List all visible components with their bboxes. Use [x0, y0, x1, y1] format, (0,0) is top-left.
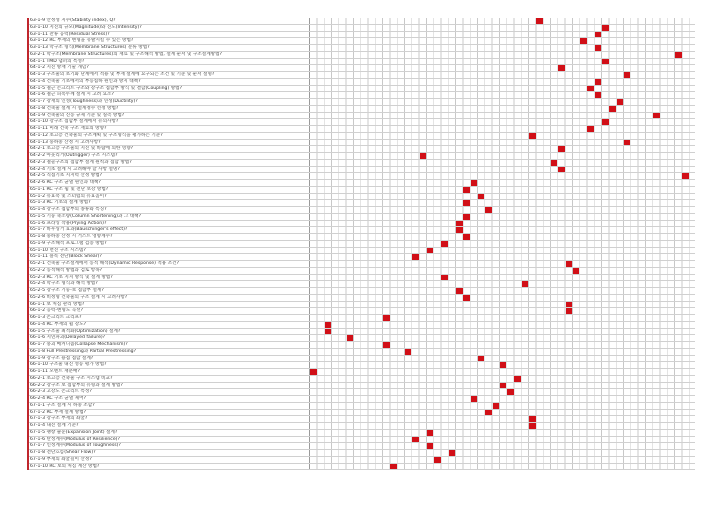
row-grid: [310, 396, 695, 402]
row-grid: [310, 113, 695, 119]
row-grid: [310, 59, 695, 65]
table-row: [29, 369, 695, 376]
row-grid: [310, 342, 695, 348]
table-row: [29, 126, 695, 133]
marked-cell: [427, 430, 434, 436]
marked-cell: [412, 437, 419, 443]
table-row: [29, 180, 695, 187]
row-label: 64-1-2 지진 방재 기술 개념?: [29, 65, 310, 71]
table-row: [29, 86, 695, 93]
row-label: 67-1-9 부재의 좌굴길이 산정?: [29, 457, 310, 463]
row-grid: [310, 241, 695, 247]
marked-cell: [471, 180, 478, 186]
table-row: [29, 160, 695, 167]
marked-cell: [325, 329, 332, 335]
row-label: 65-2-5 강구조 기둥-보 접합부 설계?: [29, 288, 310, 294]
marked-cell: [558, 167, 565, 173]
marked-cell: [347, 335, 354, 341]
marked-cell: [441, 241, 448, 247]
marked-cell: [624, 140, 631, 146]
table-row: [29, 32, 695, 39]
marked-cell: [456, 227, 463, 233]
row-grid: [310, 288, 695, 294]
marked-cell: [427, 248, 434, 254]
row-grid: [310, 140, 695, 146]
row-grid: [310, 410, 695, 416]
row-grid: [310, 430, 695, 436]
marked-cell: [529, 423, 536, 429]
table-row: [29, 315, 695, 322]
row-grid: [310, 281, 695, 287]
table-row: [29, 335, 695, 342]
table-row: [29, 92, 695, 99]
row-grid: [310, 72, 695, 78]
marked-cell: [566, 302, 573, 308]
row-label: 66-2-3 고강도 콘크리트 특성?: [29, 389, 310, 395]
marked-cell: [485, 207, 492, 213]
row-label: 66-1-7 붕괴 메커니즘(Collapse Mechanism)?: [29, 342, 310, 348]
row-label: 66-1-8 Full Prestressing과 Partial Prestressing?: [29, 349, 310, 355]
row-grid: [310, 416, 695, 422]
row-label: 63-1-9 안정성 지수(Stability index), Q?: [29, 18, 310, 24]
table-row: [29, 416, 695, 423]
marked-cell: [325, 322, 332, 328]
marked-cell: [675, 52, 682, 58]
table-row: [29, 423, 695, 430]
row-label: 64-1-9 건축물의 진동 규제 기준 및 실측 방법?: [29, 113, 310, 119]
checklist-sheet: [27, 18, 695, 470]
row-label: 65-1-10 면진 구조 시스템?: [29, 248, 310, 254]
row-label: 64-2-1 초고층 구조물의 지진 및 바람에 의한 영향?: [29, 146, 310, 152]
table-row: [29, 221, 695, 228]
marked-cell: [493, 403, 500, 409]
row-grid: [310, 167, 695, 173]
table-row: [29, 450, 695, 457]
table-row: [29, 65, 695, 72]
row-grid: [310, 194, 695, 200]
table-row: [29, 396, 695, 403]
table-row: [29, 173, 695, 180]
row-grid: [310, 180, 695, 186]
marked-cell: [471, 396, 478, 402]
table-row: [29, 194, 695, 201]
row-grid: [310, 275, 695, 281]
row-label: 64-2-5 직접기초 지지력 산정 방법?: [29, 173, 310, 179]
marked-cell: [456, 221, 463, 227]
table-row: [29, 295, 695, 302]
row-grid: [310, 214, 695, 220]
table-row: [29, 389, 695, 396]
table-row: [29, 140, 695, 147]
table-row: [29, 248, 695, 255]
marked-cell: [653, 113, 660, 119]
row-grid: [310, 221, 695, 227]
table-row: [29, 38, 695, 45]
row-grid: [310, 92, 695, 98]
table-row: [29, 443, 695, 450]
row-label: 65-1-7 바우싱거 효과(Bauschinger's effect)?: [29, 227, 310, 233]
table-row: [29, 234, 695, 241]
row-label: 65-2-4 막구조 형식과 해석 방법?: [29, 281, 310, 287]
marked-cell: [456, 288, 463, 294]
row-grid: [310, 261, 695, 267]
marked-cell: [587, 126, 594, 132]
table-row: [29, 25, 695, 32]
row-label: 67-1-6 탄성계수(Modulus of Resilience)?: [29, 437, 310, 443]
table-row: [29, 403, 695, 410]
row-label: 64-2-6 RC 구조 균열 원인과 대책?: [29, 180, 310, 186]
row-label: 65-1-1 RC 구조 휨 및 전단 보강 방법?: [29, 187, 310, 193]
row-grid: [310, 437, 695, 443]
table-row: [29, 376, 695, 383]
marked-cell: [624, 72, 631, 78]
table-row: [29, 288, 695, 295]
table-row: [29, 268, 695, 275]
table-row: [29, 99, 695, 106]
table-row: [29, 322, 695, 329]
marked-cell: [500, 383, 507, 389]
marked-cell: [478, 356, 485, 362]
marked-cell: [522, 281, 529, 287]
row-label: 67-1-5 팽창 줄눈(Expansion Joint) 설계?: [29, 430, 310, 436]
row-grid: [310, 423, 695, 429]
marked-cell: [500, 362, 507, 368]
table-row: [29, 106, 695, 113]
row-grid: [310, 322, 695, 328]
table-row: [29, 457, 695, 464]
row-label: 64-2-4 기초 설계 시 고려해야 할 사항 설명?: [29, 167, 310, 173]
row-grid: [310, 119, 695, 125]
row-grid: [310, 207, 695, 213]
row-label: 64-1-12 초고층 건축물의 구조계획 및 구조형식을 평가하는 기준?: [29, 133, 310, 139]
marked-cell: [514, 376, 521, 382]
row-grid: [310, 146, 695, 152]
marked-cell: [390, 464, 397, 470]
row-grid: [310, 160, 695, 166]
row-grid: [310, 450, 695, 456]
table-row: [29, 329, 695, 336]
row-label: 65-2-1 건축물 구조설계에서 동적 해석(Dynamic Response) 적용 조건?: [29, 261, 310, 267]
row-grid: [310, 133, 695, 139]
table-row: [29, 308, 695, 315]
row-label: 67-1-2 RC 부재 설계 방법?: [29, 410, 310, 416]
table-row: [29, 342, 695, 349]
row-label: 64-1-5 철근 콘크리트 구조와 강구조 접합부 방식 및 결합(Coupling) 방법?: [29, 86, 310, 92]
marked-cell: [595, 45, 602, 51]
row-label: 66-1-10 구조물 내진 성능 평가 방법?: [29, 362, 310, 368]
row-label: 65-1-8 풍하중 산정 시 거스트 영향계수?: [29, 234, 310, 240]
row-grid: [310, 308, 695, 314]
marked-cell: [412, 254, 419, 260]
row-label: 65-2-6 비정형 건축물의 구조 설계 시 고려사항?: [29, 295, 310, 301]
table-row: [29, 59, 695, 66]
row-label: 66-1-1 보 처짐 관리 방법?: [29, 302, 310, 308]
row-grid: [310, 153, 695, 159]
marked-cell: [434, 457, 441, 463]
row-label: 64-1-13 풍하중 산정 시 고려사항?: [29, 140, 310, 146]
table-row: [29, 133, 695, 140]
marked-cell: [587, 86, 594, 92]
row-grid: [310, 443, 695, 449]
row-label: 66-1-6 지연파괴(Delayed failure)?: [29, 335, 310, 341]
row-grid: [310, 52, 695, 58]
marked-cell: [573, 268, 580, 274]
row-grid: [310, 315, 695, 321]
row-grid: [310, 349, 695, 355]
row-grid: [310, 403, 695, 409]
marked-cell: [310, 369, 317, 375]
marked-cell: [617, 99, 624, 105]
table-row: [29, 227, 695, 234]
marked-cell: [602, 59, 609, 65]
row-grid: [310, 335, 695, 341]
table-row: [29, 72, 695, 79]
row-grid: [310, 362, 695, 368]
table-row: [29, 362, 695, 369]
row-label: 64-1-6 철근 피복두께 설계 시 고려 요소?: [29, 92, 310, 98]
row-label: 66-1-5 구조물 최적화(Optimization) 설계?: [29, 329, 310, 335]
row-grid: [310, 376, 695, 382]
table-row: [29, 437, 695, 444]
marked-cell: [485, 410, 492, 416]
marked-cell: [405, 349, 412, 355]
marked-cell: [463, 214, 470, 220]
row-label: 65-1-11 블록 전단(Block Shear)?: [29, 254, 310, 260]
row-label: 65-1-5 기둥 축소량(Column Shortening)과 그 대책?: [29, 214, 310, 220]
table-row: [29, 275, 695, 282]
table-row: [29, 167, 695, 174]
table-row: [29, 241, 695, 248]
row-grid: [310, 464, 695, 470]
table-row: [29, 207, 695, 214]
table-row: [29, 18, 695, 25]
table-row: [29, 356, 695, 363]
row-label: 66-1-3 콘크리트 크리프?: [29, 315, 310, 321]
table-row: [29, 261, 695, 268]
row-label: 63-1-13 막구조 형식(Membrane Structures) 분류 방법?: [29, 45, 310, 51]
table-row: [29, 79, 695, 86]
marked-cell: [682, 173, 689, 179]
table-row: [29, 430, 695, 437]
row-grid: [310, 389, 695, 395]
table-row: [29, 153, 695, 160]
row-label: 66-1-11 모멘트 재분배?: [29, 369, 310, 375]
marked-cell: [427, 443, 434, 449]
marked-cell: [602, 25, 609, 31]
marked-cell: [609, 106, 616, 112]
row-label: 66-2-2 강구조 보 접합부의 유형과 설계 방법?: [29, 383, 310, 389]
marked-cell: [463, 234, 470, 240]
row-grid: [310, 369, 695, 375]
row-label: 64-1-10 강구조 접합부 설계에서 유의사항?: [29, 119, 310, 125]
row-label: 66-1-2 응력-변형도 곡선?: [29, 308, 310, 314]
marked-cell: [536, 18, 543, 24]
marked-cell: [478, 194, 485, 200]
marked-cell: [595, 32, 602, 38]
row-label: 63-1-10 지진의 규모(Magnitude)와 진도(Intensity)?: [29, 25, 310, 31]
table-row: [29, 200, 695, 207]
row-label: 67-1-8 전단흐름(Shear Flow)?: [29, 450, 310, 456]
marked-cell: [595, 92, 602, 98]
table-row: [29, 214, 695, 221]
row-grid: [310, 65, 695, 71]
row-grid: [310, 329, 695, 335]
marked-cell: [441, 275, 448, 281]
row-grid: [310, 99, 695, 105]
row-label: 66-1-9 강구조 용접 접합 설계?: [29, 356, 310, 362]
row-label: 65-2-2 동적해석 방법과 검토 항목?: [29, 268, 310, 274]
row-grid: [310, 457, 695, 463]
row-grid: [310, 126, 695, 132]
row-label: 64-2-3 철골구조의 접합부 설계 원칙과 접합 방법?: [29, 160, 310, 166]
marked-cell: [558, 146, 565, 152]
row-label: 63-1-12 RC 부재의 변형을 유발시킬 수 있는 방법?: [29, 38, 310, 44]
marked-cell: [463, 295, 470, 301]
row-label: 64-2-2 아웃리거(Outrigger) 구조 시스템?: [29, 153, 310, 159]
marked-cell: [602, 119, 609, 125]
row-grid: [310, 187, 695, 193]
marked-cell: [449, 450, 456, 456]
row-grid: [310, 295, 695, 301]
table-row: [29, 113, 695, 120]
row-grid: [310, 200, 695, 206]
marked-cell: [566, 308, 573, 314]
row-label: 65-1-2 유효폭 및 스터럽의 유효높이?: [29, 194, 310, 200]
table-row: [29, 464, 695, 471]
row-grid: [310, 18, 695, 24]
row-grid: [310, 25, 695, 31]
marked-cell: [383, 342, 390, 348]
row-label: 65-1-3 RC 기초의 설계 방법?: [29, 200, 310, 206]
row-grid: [310, 356, 695, 362]
table-row: [29, 119, 695, 126]
row-label: 66-2-4 RC 구조 균열 제어?: [29, 396, 310, 402]
table-row: [29, 281, 695, 288]
marked-cell: [463, 187, 470, 193]
row-label: 67-1-4 내진 설계 기준?: [29, 423, 310, 429]
row-grid: [310, 268, 695, 274]
row-label: 64-1-4 건축물 기초에서의 부등침하 원인과 방지 대책?: [29, 79, 310, 85]
table-row: [29, 187, 695, 194]
row-label: 64-1-1 TMD 댐퍼의 특성?: [29, 59, 310, 65]
row-label: 63-2-1 막구조(Membrane Structures)의 재료 및 구조해석 방법, 설계 순서 및 구조설계방법?: [29, 52, 310, 58]
row-label: 66-1-4 RC 부재의 휨 강도?: [29, 322, 310, 328]
marked-cell: [383, 315, 390, 321]
marked-cell: [558, 65, 565, 71]
marked-cell: [566, 261, 573, 267]
row-label: 67-1-1 구조 설계 시 하중 조합?: [29, 403, 310, 409]
table-row: [29, 45, 695, 52]
table-row: [29, 52, 695, 59]
row-grid: [310, 32, 695, 38]
row-label: 64-1-11 미래 건축 구조 재료의 방향?: [29, 126, 310, 132]
row-grid: [310, 234, 695, 240]
marked-cell: [595, 79, 602, 85]
row-label: 64-1-3 구조물의 초기화 단계에서 적용 및 부재 설계에 요구되는 조건 및 기준 및 순서 설명?: [29, 72, 310, 78]
marked-cell: [529, 416, 536, 422]
row-label: 67-1-7 인성계수(Modulus of Toughness)?: [29, 443, 310, 449]
table-row: [29, 302, 695, 309]
row-label: 66-2-1 초고층 건축물 구조 시스템 비교?: [29, 376, 310, 382]
row-label: 67-1-3 강구조 부재의 좌굴?: [29, 416, 310, 422]
row-label: 65-1-4 강구조 접합부의 종류와 특징?: [29, 207, 310, 213]
table-row: [29, 254, 695, 261]
row-label: 65-1-6 프라잉 작용(Prying Action)?: [29, 221, 310, 227]
row-label: 65-1-9 구조해석 프로그램 검증 방법?: [29, 241, 310, 247]
marked-cell: [551, 160, 558, 166]
marked-cell: [529, 133, 536, 139]
table-row: [29, 410, 695, 417]
row-label: 63-1-11 잔류 응력(Residual Stress)?: [29, 32, 310, 38]
row-grid: [310, 254, 695, 260]
table-row: [29, 349, 695, 356]
marked-cell: [507, 389, 514, 395]
table-row: [29, 383, 695, 390]
row-grid: [310, 79, 695, 85]
marked-cell: [420, 153, 427, 159]
row-grid: [310, 173, 695, 179]
marked-cell: [580, 38, 587, 44]
row-label: 64-1-8 건축물 설계 시 설계정수 선정 방법?: [29, 106, 310, 112]
marked-cell: [463, 200, 470, 206]
row-grid: [310, 302, 695, 308]
row-label: 64-1-7 강재의 인성(Toughness)과 연성(Ductility)?: [29, 99, 310, 105]
table-row: [29, 146, 695, 153]
row-grid: [310, 106, 695, 112]
row-grid: [310, 86, 695, 92]
row-label: 65-2-3 RC 기초 지지 방식 및 설계 방법?: [29, 275, 310, 281]
row-grid: [310, 45, 695, 51]
row-grid: [310, 248, 695, 254]
row-grid: [310, 227, 695, 233]
row-grid: [310, 38, 695, 44]
row-label: 67-1-10 RC 보의 처짐 계산 방법?: [29, 464, 310, 470]
row-grid: [310, 383, 695, 389]
